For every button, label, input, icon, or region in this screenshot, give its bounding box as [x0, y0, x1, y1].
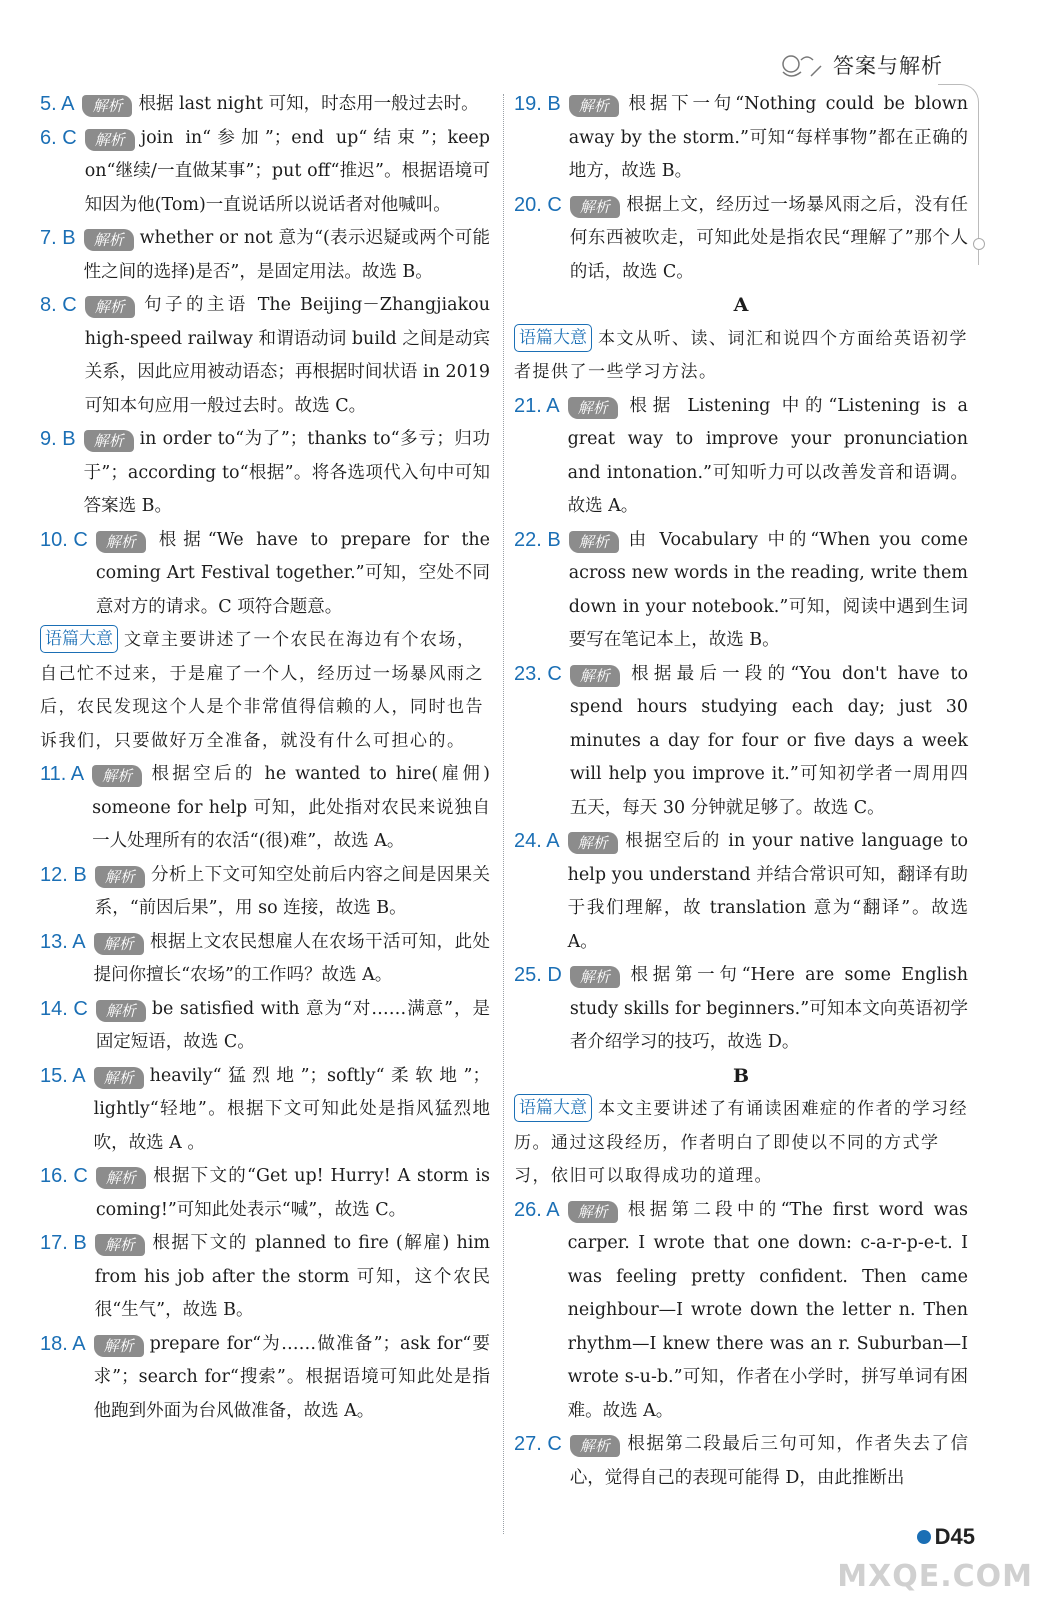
answer-number: 21. A: [514, 394, 560, 417]
answer-item: [514, 189, 968, 290]
explanation-text: 根据第二段最后三句可知，作者失去了信心，觉得自己的表现可能得 D，由此推断出: [569, 1434, 968, 1488]
analysis-tag: 解析: [82, 95, 132, 117]
answer-item: [514, 1428, 968, 1495]
analysis-tag: 解析: [570, 966, 620, 988]
answer-explanation: [96, 993, 490, 1060]
answer-item: [40, 1160, 490, 1227]
explanation-text: 根据空后的 in your native language to help you understand 并结合常识可知，翻译有助于我们理解，故 translation 意为“翻译”。故选 A。: [567, 831, 968, 952]
answer-explanation: [94, 1060, 490, 1161]
explanation-text: 分析上下文可知空处前后内容之间是因果关系，“前因后果”，用 so 连接，故选 B。: [94, 864, 490, 918]
explanation-text: 根据 Listening 中的“Listening is a great way to improve your pronunciation and intonation.”可知听力可以改善发音和语调。故选 A。: [567, 395, 968, 516]
left-column: [40, 88, 490, 1428]
answer-explanation: [96, 524, 490, 625]
analysis-tag: 解析: [85, 129, 135, 151]
answer-item: [514, 658, 968, 826]
answer-number: 19. B: [514, 93, 561, 115]
analysis-tag: 解析: [568, 1201, 618, 1223]
analysis-tag: 解析: [96, 531, 146, 553]
answer-number: 5. A: [40, 93, 75, 115]
page-header: [777, 50, 943, 80]
answer-explanation: [568, 390, 968, 524]
summary-text: 本文主要讲述了有诵读困难症的作者的学习经历。通过这段经历，作者明白了即使以不同的方式学习，依旧可以取得成功的道理。: [514, 1099, 968, 1186]
answer-number: 18. A: [40, 1332, 86, 1355]
passage-summary: [514, 1093, 968, 1194]
analysis-tag: 解析: [92, 765, 142, 787]
answer-explanation: [84, 222, 490, 289]
answer-item: [40, 859, 490, 926]
right-column: [514, 88, 968, 1495]
explanation-text: 根据下文的 planned to fire (解雇) him from his job after the storm 可知，这个农民很“生气”，故选 B。: [94, 1233, 490, 1320]
analysis-tag: 解析: [94, 933, 144, 955]
page-number: [917, 1524, 975, 1550]
explanation-text: 根据第一句“Here are some English study skills for beginners.”可知本文向英语初学者介绍学习的技巧，故选 D。: [569, 965, 968, 1052]
answer-number: 25. D: [514, 964, 562, 986]
analysis-tag: 解析: [94, 1335, 144, 1357]
summary-label: 语篇大意: [514, 1094, 592, 1122]
answer-explanation: [84, 423, 490, 524]
answer-number: 23. C: [514, 662, 562, 685]
analysis-tag: 解析: [84, 229, 134, 251]
analysis-tag: 解析: [95, 866, 145, 888]
analysis-tag: 解析: [96, 1000, 146, 1022]
answer-item: [40, 993, 490, 1060]
analysis-tag: 解析: [95, 1234, 145, 1256]
analysis-tag: 解析: [570, 665, 620, 687]
answer-explanation: [570, 189, 968, 290]
answer-explanation: [569, 524, 968, 658]
page-number-text: D45: [934, 1524, 975, 1549]
answer-number: 8. C: [40, 294, 77, 316]
answer-item: [514, 825, 968, 959]
section-heading: A: [733, 294, 749, 316]
answer-number: 9. B: [40, 428, 76, 450]
answer-number: 13. A: [40, 930, 86, 953]
answer-item: [514, 88, 968, 189]
answer-explanation: [85, 122, 490, 223]
answer-explanation: [570, 658, 968, 826]
analysis-tag: 解析: [568, 397, 618, 419]
answer-item: [40, 1328, 490, 1429]
explanation-text: 根据上文农民想雇人在农场干活可知，此处提问你擅长“农场”的工作吗？故选 A。: [93, 931, 490, 985]
answer-item: [514, 390, 968, 524]
explanation-text: 根据上文，经历过一场暴风雨之后，没有任何东西被吹走，可知此处是指农民“理解了”那个人的话，故选 C。: [569, 194, 968, 282]
answer-item: [40, 122, 490, 223]
answer-item: [514, 959, 968, 1060]
explanation-text: 根据第二段中的“The first word was carper. I wrote that one down: c-a-r-p-e-t. I was feeling pretty confident. Then came neighbour—I wrote down the letter n. Then rhythm—I knew there was an r. Suburban—I wrote s-u-b.”可知，作者在小学时，拼写单词有困难。故选 A。: [567, 1199, 968, 1421]
answer-explanation: [82, 88, 490, 122]
analysis-tag: 解析: [85, 296, 135, 318]
answer-explanation: [95, 1227, 490, 1328]
answer-number: 27. C: [514, 1433, 562, 1455]
answer-explanation: [94, 1328, 490, 1429]
answer-explanation: [568, 1194, 968, 1429]
answer-number: 26. A: [514, 1198, 560, 1221]
explanation-text: join in“参加”；end up“结束”；keep on“继续/一直做某事”；put off“推迟”。根据语境可知因为他(Tom)一直说话所以说话者对他喊叫。: [84, 127, 490, 215]
analysis-tag: 解析: [94, 1067, 144, 1089]
explanation-text: 根据下文的“Get up! Hurry! A storm is coming!”可知此处表示“喊”，故选 C。: [95, 1166, 490, 1220]
answer-explanation: [94, 926, 490, 993]
section-heading: B: [732, 1064, 750, 1087]
answer-number: 17. B: [40, 1232, 87, 1254]
analysis-tag: 解析: [569, 95, 619, 117]
summary-text: 文章主要讲述了一个农民在海边有个农场，自己忙不过来，于是雇了一个人，经历过一场暴风雨之后，农民发现这个人是个非常值得信赖的人，同时也告诉我们，只要做好万全准备，就没有什么可担心的。: [40, 630, 484, 751]
answer-item: [40, 1227, 490, 1328]
explanation-text: 根据下一句“Nothing could be blown away by the storm.”可知“每样事物”都在正确的地方，故选 B。: [568, 94, 968, 181]
answer-item: [40, 88, 490, 122]
answer-number: 16. C: [40, 1165, 88, 1187]
answer-explanation: [96, 1160, 490, 1227]
answer-number: 15. A: [40, 1064, 86, 1087]
explanation-text: 由 Vocabulary 中的“When you come across new words in the reading, write them down in your notebook.”可知，阅读中遇到生词要写在笔记本上，故选 B。: [568, 529, 968, 650]
passage-summary: [40, 624, 490, 758]
explanation-text: be satisfied with 意为“对……满意”，是固定短语，故选 C。: [95, 998, 490, 1052]
analysis-tag: 解析: [570, 196, 620, 218]
answer-explanation: [570, 959, 968, 1060]
answer-number: 6. C: [40, 126, 77, 149]
answer-number: 11. A: [40, 763, 85, 785]
analysis-tag: 解析: [569, 531, 619, 553]
explanation-text: prepare for“为……做准备”；ask for“要求”；search for“搜索”。根据语境可知此处是指他跑到外面为台风做准备，故选 A。: [93, 1333, 490, 1421]
explanation-text: heavily“猛烈地”；softly“柔软地”；lightly“轻地”。根据下文可知此处是指风猛烈地吹，故选 A 。: [93, 1065, 490, 1153]
answer-number: 10. C: [40, 528, 88, 551]
answer-explanation: [85, 289, 490, 423]
answer-item: [40, 423, 490, 524]
answer-item: [514, 524, 968, 658]
corner-dot: [973, 238, 985, 250]
watermark: MXQE.COM: [837, 1559, 1033, 1594]
answer-number: 24. A: [514, 830, 560, 852]
summary-text: 本文从听、读、词汇和说四个方面给英语初学者提供了一些学习方法。: [514, 328, 968, 382]
summary-label: 语篇大意: [40, 625, 118, 653]
explanation-text: 根据最后一段的“You don't have to spend hours studying each day; just 30 minutes a day for four or five days a week will help you improve it.”可知初学者一周用四五天，每天 30 分钟就足够了。故选 C。: [569, 663, 968, 818]
analysis-tag: 解析: [568, 832, 618, 854]
answer-number: 7. B: [40, 227, 76, 249]
summary-label: 语篇大意: [514, 324, 592, 352]
answer-item: [40, 926, 490, 993]
explanation-text: 根据空后的 he wanted to hire(雇佣) someone for help 可知，此处指对农民来说独自一人处理所有的农活“(很)难”，故选 A。: [92, 764, 490, 851]
answer-item: [40, 222, 490, 289]
bird-icon: [777, 50, 823, 80]
answer-item: [514, 1194, 968, 1429]
header-title: 答案与解析: [833, 54, 943, 78]
page-dot-icon: [917, 1530, 931, 1544]
explanation-text: 根据 last night 可知，时态用一般过去时。: [138, 94, 479, 114]
answer-explanation: [570, 1428, 968, 1495]
analysis-tag: 解析: [570, 1435, 620, 1457]
analysis-tag: 解析: [96, 1167, 146, 1189]
explanation-text: 句子的主语 The Beijing－Zhangjiakou high-speed railway 和谓语动词 build 之间是动宾关系，因此应用被动语态；再根据时间状语 in 2019 可知本句应用一般过去时。故选 C。: [84, 295, 490, 416]
explanation-text: 根据“We have to prepare for the coming Art Festival together.”可知，空处不同意对方的请求。C 项符合题意。: [95, 529, 490, 617]
answer-item: [40, 289, 490, 423]
explanation-text: whether or not 意为“(表示迟疑或两个可能性之间的选择)是否”，是固定用法。故选 B。: [83, 228, 490, 282]
answer-number: 20. C: [514, 193, 562, 216]
answer-explanation: [92, 758, 490, 859]
answer-item: [40, 758, 490, 859]
answer-explanation: [95, 859, 490, 926]
answer-number: 14. C: [40, 997, 88, 1020]
answer-number: 22. B: [514, 528, 561, 551]
answer-explanation: [568, 825, 968, 959]
answer-item: [40, 1060, 490, 1161]
column-divider: [503, 94, 504, 1534]
passage-summary: [514, 323, 968, 390]
explanation-text: in order to“为了”；thanks to“多亏；归功于”；according to“根据”。将各选项代入句中可知答案选 B。: [83, 429, 490, 516]
answer-explanation: [569, 88, 968, 189]
answer-number: 12. B: [40, 863, 87, 886]
answer-item: [40, 524, 490, 625]
analysis-tag: 解析: [84, 430, 134, 452]
